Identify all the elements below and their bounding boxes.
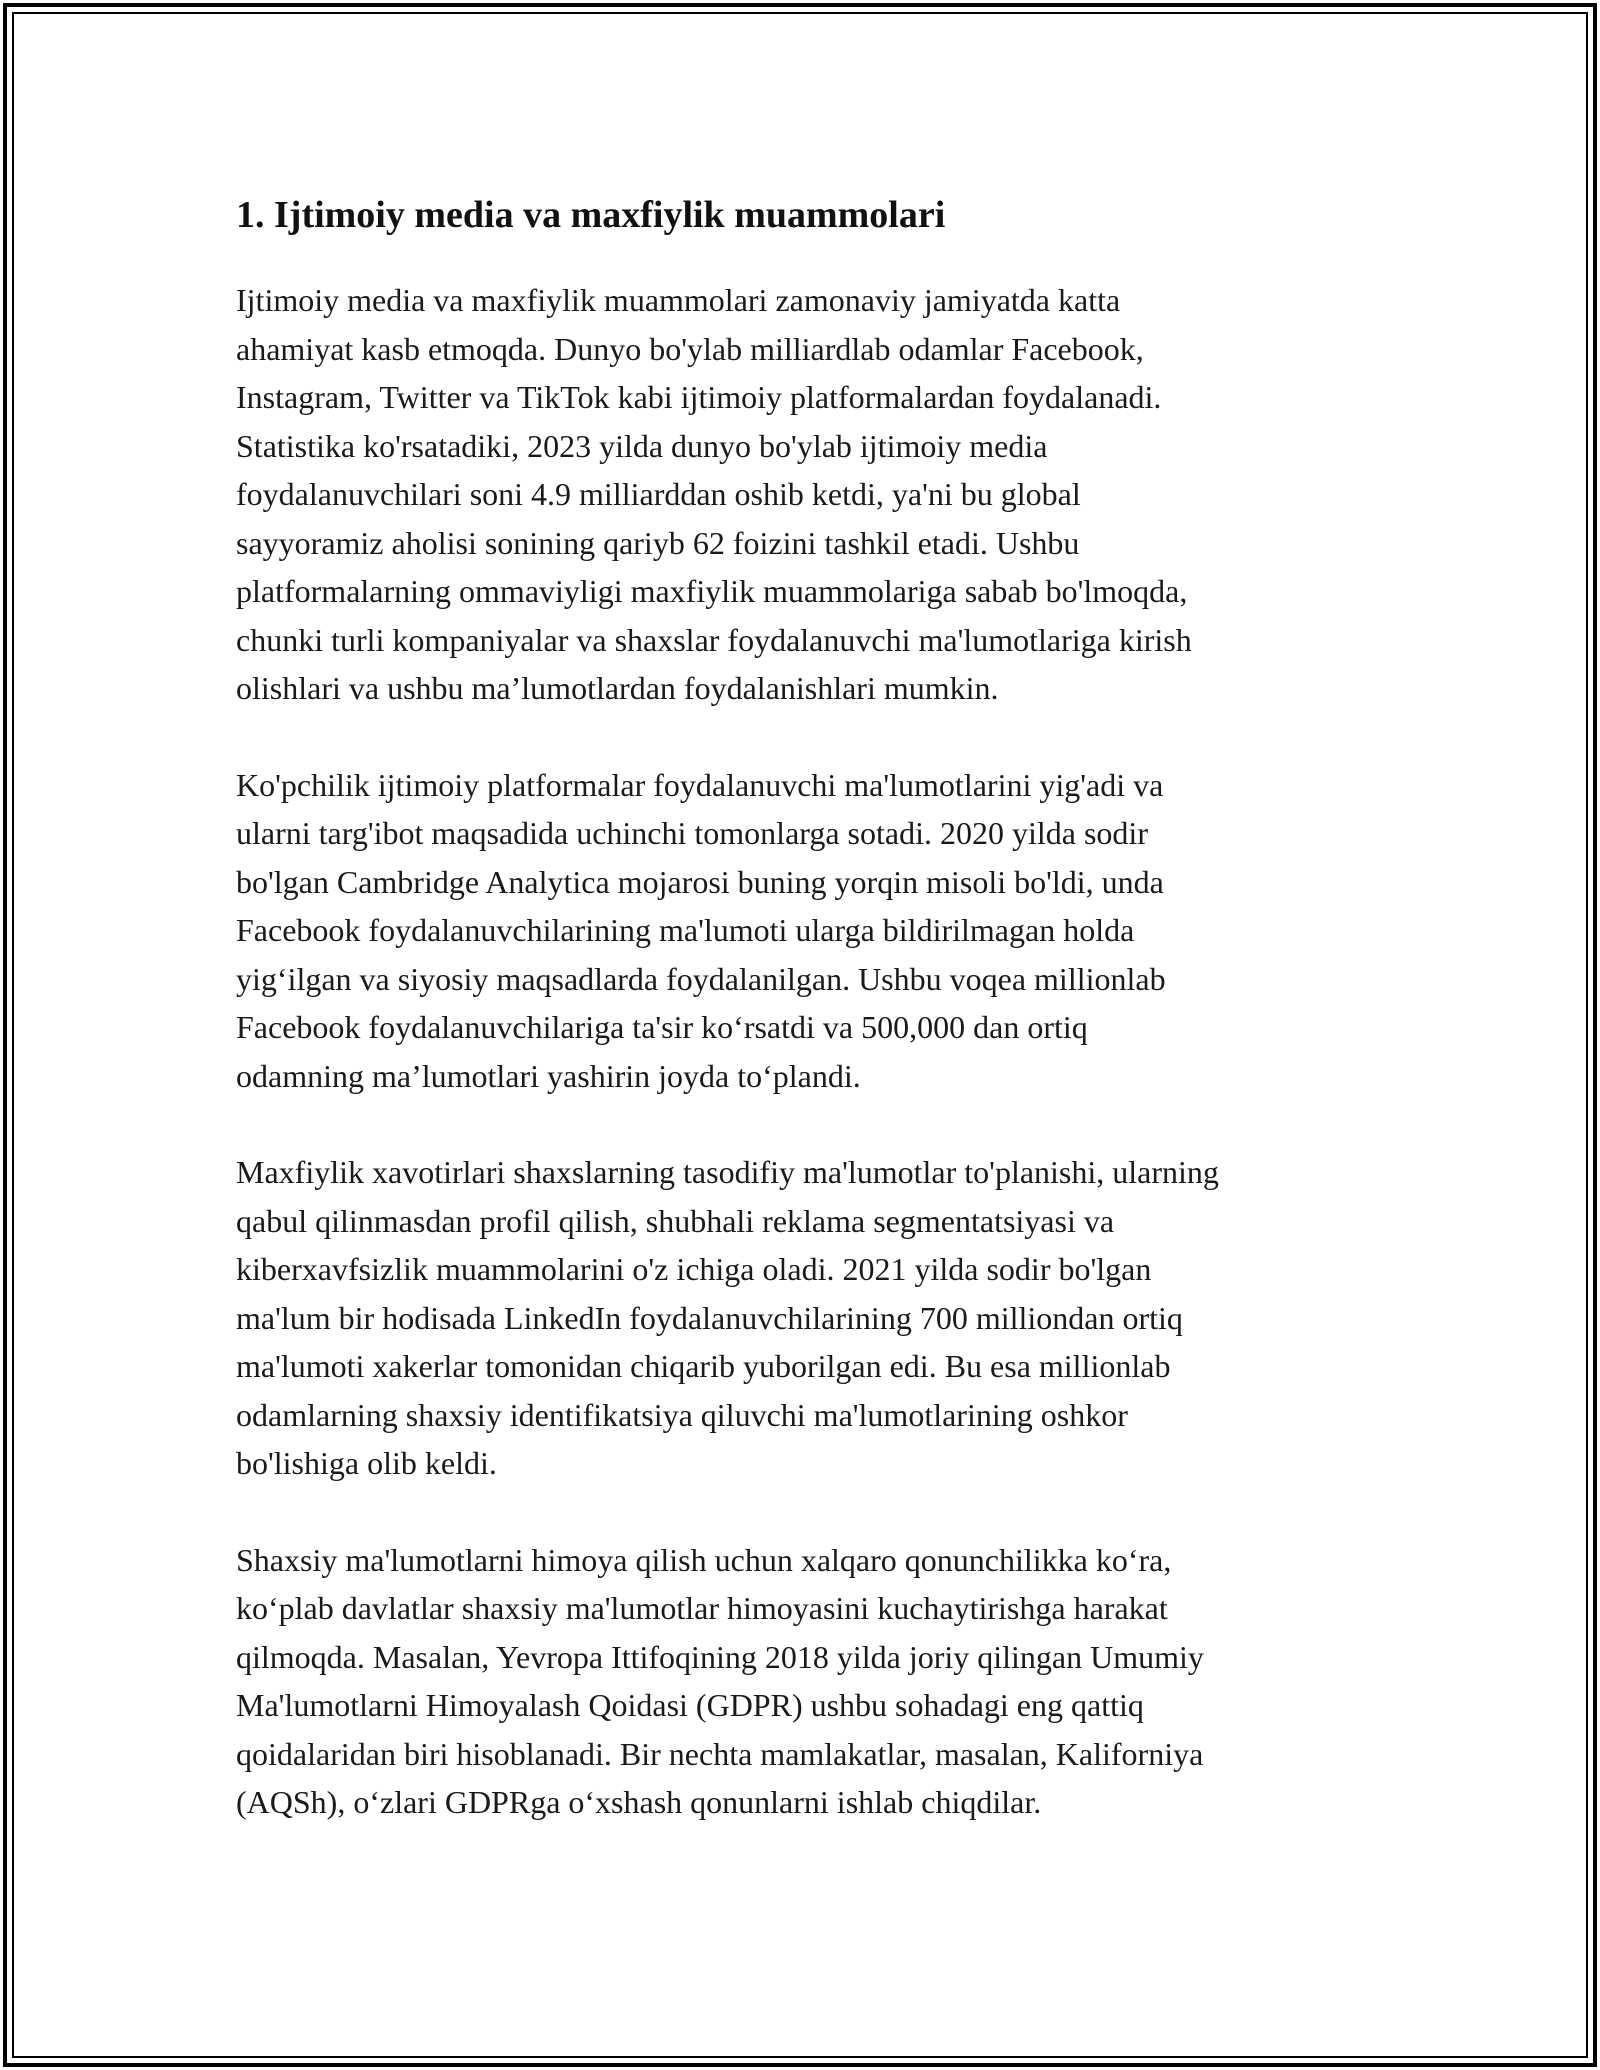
paragraph-1: Ijtimoiy media va maxfiylik muammolari zamonaviy jamiyatda katta ahamiyat kasb etmoqda. Dunyo bo'ylab milliardlab odamlar Facebook, Instagram, Twitter va TikTok kabi ijtimoiy platformalardan foydalanadi. Statistika ko'rsatadiki, 2023 yilda dunyo bo'ylab ijtimoiy media foydalanuvchilari soni 4.9 milliarddan oshib ketdi, ya'ni bu global sayyoramiz aholisi sonining qariyb 62 foizini tashkil etadi. Ushbu platformalarning ommaviyligi maxfiylik muammolariga sabab bo'lmoqda, chunki turli kompaniyalar va shaxslar foydalanuvchi ma'lumotlariga kirish olishlari va ushbu ma’lumotlardan foydalanishlari mumkin. — [236, 282, 1192, 706]
document-body — [236, 186, 1366, 1875]
section-heading: 1. Ijtimoiy media va maxfiylik muammolari — [236, 194, 946, 236]
paragraph-3: Maxfiylik xavotirlari shaxslarning tasodifiy ma'lumotlar to'planishi, ularning qabul qilinmasdan profil qilish, shubhali reklama segmentatsiyasi va kiberxavfsizlik muammolarini o'z ichiga oladi. 2021 yilda sodir bo'lgan ma'lum bir hodisada LinkedIn foydalanuvchilarining 700 milliondan ortiq ma'lumoti xakerlar tomonidan chiqarib yuborilgan edi. Bu esa millionlab odamlarning shaxsiy identifikatsiya qiluvchi ma'lumotlarining oshkor bo'lishiga olib keldi. — [236, 1154, 1219, 1481]
paragraph-2: Ko'pchilik ijtimoiy platformalar foydalanuvchi ma'lumotlarini yig'adi va ularni targ'ibot maqsadida uchinchi tomonlarga sotadi. 2020 yilda sodir bo'lgan Cambridge Analytica mojarosi buning yorqin misoli bo'ldi, unda Facebook foydalanuvchilarining ma'lumoti ularga bildirilmagan holda yig‘ilgan va siyosiy maqsadlarda foydalanilgan. Ushbu voqea millionlab Facebook foydalanuvchilariga ta'sir ko‘rsatdi va 500,000 dan ortiq odamning ma’lumotlari yashirin joyda to‘plandi. — [236, 766, 1166, 1094]
paragraph-4: Shaxsiy ma'lumotlarni himoya qilish uchun xalqaro qonunchilikka ko‘ra, ko‘plab davlatlar shaxsiy ma'lumotlar himoyasini kuchaytirishga harakat qilmoqda. Masalan, Yevropa Ittifoqining 2018 yilda joriy qilingan Umumiy Ma'lumotlarni Himoyalash Qoidasi (GDPR) ushbu sohadagi eng qattiq qoidalaridan biri hisoblanadi. Bir nechta mamlakatlar, masalan, Kaliforniya (AQSh), o‘zlari GDPRga o‘xshash qonunlarni ishlab chiqdilar. — [236, 1541, 1204, 1820]
